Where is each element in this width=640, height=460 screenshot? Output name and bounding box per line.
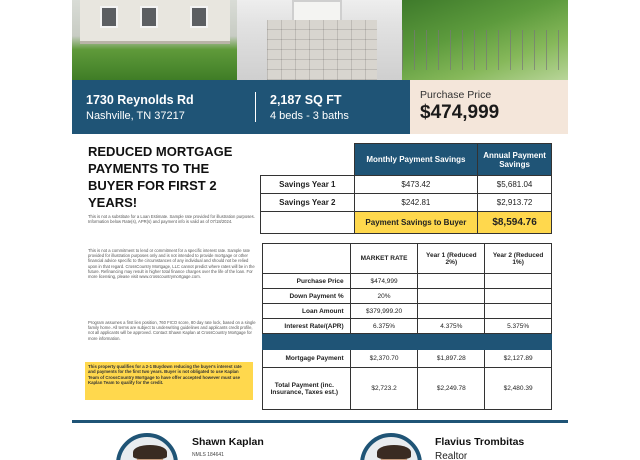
row-label: Savings Year 1	[261, 176, 355, 194]
row-label: Total Payment (inc. Insurance, Taxes est.)	[263, 368, 351, 410]
tile-floor	[267, 20, 377, 80]
table-row	[263, 304, 552, 319]
photo-backyard[interactable]	[402, 0, 568, 80]
agent-name-2: Flavius Trombitas	[435, 436, 525, 448]
price-value: $474,999	[420, 102, 500, 123]
size-block	[270, 93, 349, 122]
header-market-rate: MARKET RATE	[350, 244, 418, 274]
table-row	[261, 212, 552, 234]
cell-year1	[418, 304, 485, 319]
payment-year2: $2,127.89	[485, 350, 552, 368]
row-label: Savings Year 2	[261, 194, 355, 212]
cell-year2	[485, 289, 552, 304]
mortgage-header-blank	[263, 244, 351, 274]
total-savings-label: Payment Savings to Buyer	[354, 212, 477, 234]
row-label: Mortgage Payment	[263, 350, 351, 368]
divider-row	[263, 334, 552, 350]
header-monthly-savings: Monthly Payment Savings	[354, 144, 477, 176]
monthly-value: $242.81	[354, 194, 477, 212]
total-market: $2,723.2	[350, 368, 418, 410]
table-row	[263, 368, 552, 410]
disclaimer-2: This is not a commitment to lend or commitment for a specific interest rate. Sample rate provided for illustration purposes only and is not intended to provide mortgage or other financial advice specific to the circumstances of any individual and should not be relied upon in that regard. CrossCountry Mortgage, LLC cannot predict where rates will be in the future. Refinancing may result in higher total finance charges over the life of the loan. For more licensing, please visit www.crosscountrymortgage.com.	[88, 248, 255, 280]
monthly-value: $473.42	[354, 176, 477, 194]
cell-year1	[418, 274, 485, 289]
house-facade	[80, 0, 230, 44]
avatar[interactable]	[360, 433, 422, 460]
table-row	[263, 274, 552, 289]
table-row	[261, 176, 552, 194]
table-row	[261, 194, 552, 212]
row-label: Purchase Price	[263, 274, 351, 289]
cell-year2	[485, 304, 552, 319]
buydown-notice: This property qualifies for a 2-1 Buydown reducing the buyer's interest rate and payments for the first two years. Buyer is not obligated to use Kaplan Team of CrossCountry Mortgage to have offer accepted however must use Kaplan Team to qualify for the credit.	[85, 362, 253, 400]
total-savings-value: $8,594.76	[478, 212, 552, 234]
cell-year1	[418, 289, 485, 304]
table-row	[263, 350, 552, 368]
cell-year2: 5.375%	[485, 319, 552, 334]
headline: REDUCED MORTGAGE PAYMENTS TO THE BUYER FOR FIRST 2 YEARS!	[88, 144, 233, 210]
avatar[interactable]	[116, 433, 178, 460]
price-label: Purchase Price	[420, 89, 492, 101]
savings-header-blank	[261, 144, 355, 176]
cell-market: $379,999.20	[350, 304, 418, 319]
address-block	[72, 93, 255, 122]
yard-fence	[402, 30, 568, 70]
annual-value: $5,681.04	[478, 176, 552, 194]
address-street: 1730 Reynolds Rd	[86, 92, 194, 107]
listing-info-band	[72, 80, 568, 134]
payment-market: $2,370.70	[350, 350, 418, 368]
table-row	[263, 319, 552, 334]
agent-role: Realtor	[435, 451, 468, 460]
cell-market: 20%	[350, 289, 418, 304]
agent-name-1: Shawn Kaplan	[192, 436, 264, 448]
total-blank	[261, 212, 355, 234]
header-year-2: Year 2 (Reduced 1%)	[485, 244, 552, 274]
address-city: Nashville, TN 37217	[86, 109, 185, 122]
disclaimer-1: This is not a substitute for a Loan Estimate. Sample rate provided for illustration purposes. Information below Rate(s), APR(s) and payment info is valid as of 07/18/2024.	[88, 214, 255, 225]
square-footage: 2,187 SQ FT	[270, 92, 342, 107]
savings-table	[260, 143, 552, 234]
annual-value: $2,913.72	[478, 194, 552, 212]
photo-interior-patio[interactable]	[237, 0, 402, 80]
cell-year2	[485, 274, 552, 289]
header-annual-savings: Annual Payment Savings	[478, 144, 552, 176]
mortgage-table	[262, 243, 552, 410]
cell-market: $474,999	[350, 274, 418, 289]
listing-photos	[72, 0, 568, 80]
total-year1: $2,249.78	[418, 368, 485, 410]
header-year-1: Year 1 (Reduced 2%)	[418, 244, 485, 274]
cell-market: 6.375%	[350, 319, 418, 334]
divider	[255, 92, 256, 122]
listing-details	[72, 80, 410, 134]
agent-footer	[72, 420, 568, 460]
table-row	[263, 289, 552, 304]
price-block	[410, 80, 568, 134]
row-label: Loan Amount	[263, 304, 351, 319]
agent-nmls: NMLS 184641	[192, 452, 224, 458]
row-label: Down Payment %	[263, 289, 351, 304]
cell-year1: 4.375%	[418, 319, 485, 334]
disclaimer-3: Program assumes a first lien position, 760 FICO score, 80 day rate lock, based on a single family home. All terms are subject to underwriting guidelines and applicants credit profile, not all applicants will be approved. Contact Shawn Kaplan at CrossCountry Mortgage for more information.	[88, 320, 256, 341]
photo-house-exterior[interactable]	[72, 0, 237, 80]
payment-year1: $1,897.28	[418, 350, 485, 368]
row-label: Interest Rate/(APR)	[263, 319, 351, 334]
beds-baths: 4 beds - 3 baths	[270, 109, 349, 122]
total-year2: $2,480.39	[485, 368, 552, 410]
